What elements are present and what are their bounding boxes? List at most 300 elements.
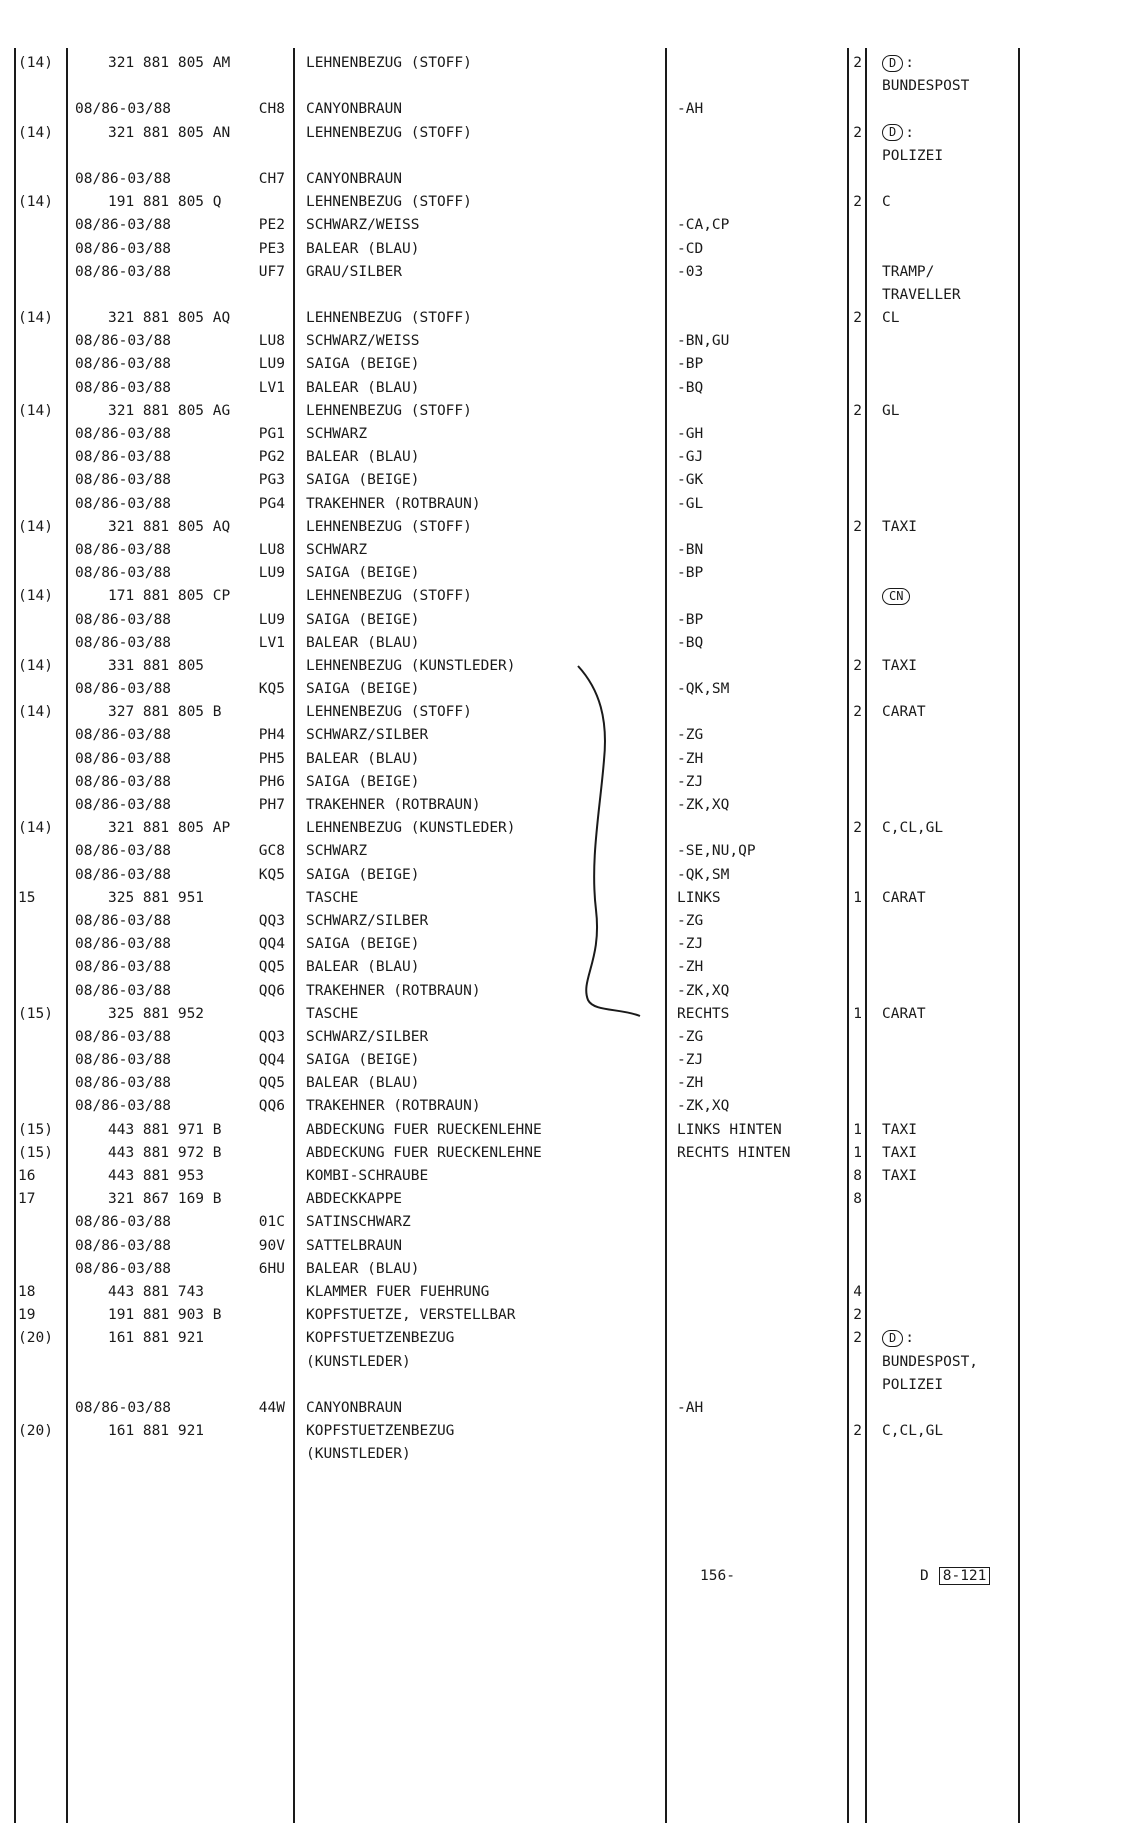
description-text: TASCHE: [306, 1005, 359, 1022]
position-number: [18, 1003, 68, 1026]
part-number-text: 08/86-03/88: [75, 217, 172, 234]
description-text: (KUNSTLEDER): [306, 1446, 411, 1463]
description-text: TRAKEHNER (ROTBRAUN): [306, 1098, 481, 1115]
remark: [677, 771, 837, 794]
remark-text: -ZH: [677, 750, 704, 767]
quantity: [840, 1327, 862, 1350]
part-number-text: 08/86-03/88: [75, 1075, 172, 1092]
remark: [677, 1142, 837, 1165]
description: [306, 1235, 666, 1258]
part-number: [75, 52, 275, 75]
color-code: [200, 956, 285, 979]
description: [306, 1072, 666, 1095]
country-badge: CN: [882, 588, 910, 605]
part-number-text: 08/86-03/88: [75, 1052, 172, 1069]
description-text: TRAKEHNER (ROTBRAUN): [306, 797, 481, 813]
position-number: [18, 516, 68, 539]
position-number-text: (15): [18, 1121, 53, 1138]
remark-text: -BP: [677, 565, 704, 582]
table-row: [0, 1188, 1123, 1211]
part-number-text: 08/86-03/88: [75, 773, 172, 790]
table-row: [0, 1374, 1123, 1397]
part-number: [75, 817, 275, 840]
part-number-text: 08/86-03/88: [75, 565, 172, 582]
remark-text: -AH: [677, 101, 704, 118]
description: [306, 168, 666, 191]
description: [306, 446, 666, 469]
part-number-text: 08/86-03/88: [75, 356, 172, 373]
color-code-text: QQ4: [258, 936, 285, 953]
description-text: TRAKEHNER (ROTBRAUN): [306, 982, 481, 999]
remark: [677, 1072, 837, 1095]
remark-text: RECHTS HINTEN: [677, 1144, 791, 1161]
part-number: [75, 701, 275, 724]
description-text: LEHNENBEZUG (KUNSTLEDER): [306, 820, 516, 837]
description-text: SAIGA (BEIGE): [306, 356, 420, 373]
quantity-text: 2: [853, 55, 862, 71]
color-code: [200, 1397, 285, 1420]
remark-text: -ZJ: [677, 773, 704, 790]
model-note: [882, 1374, 1032, 1397]
description-text: KOPFSTUETZE, VERSTELLBAR: [306, 1307, 516, 1324]
part-number-text: 321 881 805 AN: [108, 124, 231, 141]
table-row: [0, 400, 1123, 423]
quantity: [840, 1188, 862, 1211]
description-text: BALEAR (BLAU): [306, 449, 420, 466]
part-number: [75, 122, 275, 145]
country-badge: D: [882, 124, 903, 141]
part-number-text: 321 881 805 AP: [108, 820, 231, 837]
part-number: [75, 1304, 275, 1327]
table-row: [0, 75, 1123, 98]
table-row: [0, 539, 1123, 562]
color-code: [200, 377, 285, 400]
remark: [677, 724, 837, 747]
part-number: [75, 191, 275, 214]
part-number: [75, 1281, 275, 1304]
remark-text: -GH: [677, 426, 704, 442]
position-number-text: (15): [18, 1005, 53, 1022]
quantity-text: 2: [853, 704, 862, 721]
description-text: LEHNENBEZUG (STOFF): [306, 402, 472, 419]
description: [306, 539, 666, 562]
model-note-text: TAXI: [882, 1121, 917, 1138]
part-number-text: 321 881 805 AQ: [108, 310, 231, 327]
color-code: [200, 261, 285, 284]
color-code: [200, 1095, 285, 1118]
model-note-text: :: [905, 55, 914, 71]
color-code: [200, 910, 285, 933]
description: [306, 52, 666, 75]
model-note-text: TAXI: [882, 1144, 917, 1161]
quantity: [840, 191, 862, 214]
part-number-text: 191 881 805 Q: [108, 194, 222, 211]
remark: [677, 980, 837, 1003]
model-note: [882, 1420, 1032, 1443]
description-text: (KUNSTLEDER): [306, 1353, 411, 1370]
model-note: [882, 1003, 1032, 1026]
quantity-text: 2: [853, 310, 862, 327]
position-number-text: (14): [18, 55, 53, 71]
position-number: [18, 1281, 68, 1304]
remark: [677, 1003, 837, 1026]
description: [306, 1188, 666, 1211]
table-row: [0, 1211, 1123, 1234]
quantity: [840, 887, 862, 910]
description-text: SCHWARZ/WEISS: [306, 333, 420, 350]
model-note-text: CARAT: [882, 704, 926, 721]
description: [306, 238, 666, 261]
description: [306, 1049, 666, 1072]
position-number: [18, 191, 68, 214]
color-code-text: CH8: [258, 101, 285, 118]
remark-text: -ZG: [677, 727, 704, 744]
description-text: LEHNENBEZUG (STOFF): [306, 518, 472, 535]
part-number-text: 321 881 805 AG: [108, 402, 231, 419]
quantity: [840, 1420, 862, 1443]
remark: [677, 377, 837, 400]
sheet-reference: [920, 1568, 990, 1584]
remark: [677, 261, 837, 284]
color-code: [200, 353, 285, 376]
part-number-text: 08/86-03/88: [75, 1028, 172, 1045]
remark: [677, 794, 837, 817]
table-row: [0, 377, 1123, 400]
position-number-text: (14): [18, 518, 53, 535]
color-code-text: LU9: [258, 356, 285, 373]
model-note: [882, 191, 1032, 214]
description-text: LEHNENBEZUG (STOFF): [306, 588, 472, 605]
position-number-text: (20): [18, 1330, 53, 1347]
description-text: SAIGA (BEIGE): [306, 936, 420, 953]
remark-text: -BQ: [677, 379, 704, 396]
description-text: LEHNENBEZUG (KUNSTLEDER): [306, 657, 516, 674]
description: [306, 493, 666, 516]
position-number: [18, 655, 68, 678]
remark: [677, 678, 837, 701]
part-number-text: 08/86-03/88: [75, 1237, 172, 1254]
part-number-text: 08/86-03/88: [75, 449, 172, 466]
model-note-text: C,CL,GL: [882, 1423, 944, 1440]
table-row: [0, 516, 1123, 539]
position-number-text: (14): [18, 657, 53, 674]
description-text: SCHWARZ/SILBER: [306, 912, 429, 929]
remark-text: -AH: [677, 1399, 704, 1416]
color-code-text: LV1: [258, 379, 285, 396]
model-note-text: POLIZEI: [882, 147, 944, 164]
description-text: SAIGA (BEIGE): [306, 472, 420, 489]
sheet-number: 8-121: [939, 1567, 991, 1585]
remark-text: -BN: [677, 541, 704, 558]
model-note: [882, 52, 1032, 75]
color-code-text: LU9: [258, 611, 285, 628]
model-note-text: C: [882, 194, 891, 211]
part-number-text: 08/86-03/88: [75, 936, 172, 953]
remark: [677, 887, 837, 910]
remark: [677, 469, 837, 492]
part-number-text: 321 867 169 B: [108, 1191, 222, 1208]
color-code: [200, 1072, 285, 1095]
description: [306, 1165, 666, 1188]
color-code-text: KQ5: [258, 866, 285, 883]
model-note: [882, 307, 1032, 330]
part-number: [75, 516, 275, 539]
quantity-text: 2: [853, 1423, 862, 1440]
description-text: LEHNENBEZUG (STOFF): [306, 194, 472, 211]
description-text: SAIGA (BEIGE): [306, 681, 420, 698]
model-note-text: C,CL,GL: [882, 820, 944, 837]
color-code: [200, 539, 285, 562]
table-row: [0, 1304, 1123, 1327]
description-text: LEHNENBEZUG (STOFF): [306, 310, 472, 327]
model-note: [882, 585, 1032, 608]
table-row: [0, 307, 1123, 330]
quantity: [840, 1304, 862, 1327]
part-number-text: 161 881 921: [108, 1330, 205, 1347]
description: [306, 400, 666, 423]
description-text: BALEAR (BLAU): [306, 240, 420, 257]
position-number-text: 19: [18, 1307, 36, 1324]
description-text: SAIGA (BEIGE): [306, 773, 420, 790]
part-number-text: 08/86-03/88: [75, 170, 172, 187]
description: [306, 1281, 666, 1304]
table-row: [0, 1443, 1123, 1466]
model-note: [882, 1119, 1032, 1142]
table-row: [0, 52, 1123, 75]
remark-text: -GL: [677, 495, 704, 512]
remark-text: -ZJ: [677, 936, 704, 953]
color-code-text: LU8: [258, 541, 285, 558]
part-number-text: 08/86-03/88: [75, 1214, 172, 1231]
table-row: [0, 585, 1123, 608]
description: [306, 609, 666, 632]
remark: [677, 562, 837, 585]
description: [306, 516, 666, 539]
color-code: [200, 423, 285, 446]
quantity: [840, 1119, 862, 1142]
table-row: [0, 168, 1123, 191]
description-text: BALEAR (BLAU): [306, 1260, 420, 1277]
color-code: [200, 609, 285, 632]
quantity-text: 2: [853, 1330, 862, 1347]
description: [306, 1211, 666, 1234]
table-row: [0, 1420, 1123, 1443]
color-code-text: QQ4: [258, 1052, 285, 1069]
position-number-text: (14): [18, 402, 53, 419]
position-number-text: 16: [18, 1168, 36, 1184]
description-text: SCHWARZ/SILBER: [306, 727, 429, 744]
color-code: [200, 678, 285, 701]
description-text: SAIGA (BEIGE): [306, 866, 420, 883]
description-text: BALEAR (BLAU): [306, 750, 420, 767]
model-note: [882, 1165, 1032, 1188]
position-number-text: 17: [18, 1191, 36, 1208]
position-number-text: 18: [18, 1283, 36, 1300]
color-code: [200, 238, 285, 261]
description-text: KLAMMER FUER FUEHRUNG: [306, 1283, 490, 1300]
model-note: [882, 1351, 1032, 1374]
quantity-text: 1: [853, 1121, 862, 1138]
part-number-text: 443 881 971 B: [108, 1121, 222, 1138]
model-note: [882, 1142, 1032, 1165]
quantity-text: 1: [853, 889, 862, 906]
quantity: [840, 1003, 862, 1026]
part-number-text: 08/86-03/88: [75, 240, 172, 257]
position-number: [18, 122, 68, 145]
color-code-text: LU8: [258, 333, 285, 350]
color-code-text: PH7: [258, 797, 285, 813]
part-number-text: 443 881 953: [108, 1168, 205, 1184]
color-code: [200, 1258, 285, 1281]
position-number: [18, 1420, 68, 1443]
table-row: [0, 1327, 1123, 1350]
description: [306, 1304, 666, 1327]
part-number-text: 325 881 951: [108, 889, 205, 906]
handwritten-bracket-mark: [560, 660, 650, 1040]
position-number-text: (14): [18, 588, 53, 605]
position-number: [18, 1304, 68, 1327]
description-text: CANYONBRAUN: [306, 101, 403, 118]
table-row: [0, 1351, 1123, 1374]
quantity-text: 8: [853, 1191, 862, 1208]
color-code-text: CH7: [258, 170, 285, 187]
table-row: [0, 469, 1123, 492]
model-note: [882, 655, 1032, 678]
quantity: [840, 701, 862, 724]
table-row: [0, 1281, 1123, 1304]
description: [306, 353, 666, 376]
remark: [677, 864, 837, 887]
part-number-text: 08/86-03/88: [75, 495, 172, 512]
position-number-text: 15: [18, 889, 36, 906]
description: [306, 632, 666, 655]
part-number-text: 08/86-03/88: [75, 912, 172, 929]
remark-text: -ZK,XQ: [677, 1098, 730, 1115]
description-text: BALEAR (BLAU): [306, 379, 420, 396]
model-note-text: :: [905, 1330, 914, 1347]
color-code: [200, 724, 285, 747]
description: [306, 377, 666, 400]
model-note: [882, 516, 1032, 539]
description: [306, 1327, 666, 1350]
description-text: ABDECKKAPPE: [306, 1191, 403, 1208]
color-code-text: PE3: [258, 240, 285, 257]
description: [306, 1420, 666, 1443]
description: [306, 307, 666, 330]
position-number: [18, 52, 68, 75]
color-code-text: GC8: [258, 843, 285, 860]
position-number-text: (15): [18, 1144, 53, 1161]
position-number-text: (14): [18, 310, 53, 327]
color-code-text: PH5: [258, 750, 285, 767]
model-note-text: TRAVELLER: [882, 286, 961, 303]
remark-text: -CD: [677, 240, 704, 257]
position-number: [18, 307, 68, 330]
model-note-text: CL: [882, 310, 900, 327]
description: [306, 1142, 666, 1165]
table-row: [0, 1072, 1123, 1095]
color-code: [200, 214, 285, 237]
table-row: [0, 1165, 1123, 1188]
color-code: [200, 771, 285, 794]
quantity: [840, 516, 862, 539]
description-text: SCHWARZ/SILBER: [306, 1028, 429, 1045]
color-code: [200, 1235, 285, 1258]
model-note: [882, 400, 1032, 423]
position-number-text: (14): [18, 194, 53, 211]
part-number-text: 08/86-03/88: [75, 681, 172, 698]
description-text: CANYONBRAUN: [306, 1399, 403, 1416]
remark-text: RECHTS: [677, 1005, 730, 1022]
quantity: [840, 655, 862, 678]
remark: [677, 933, 837, 956]
model-note-text: :: [905, 124, 914, 141]
remark-text: -ZJ: [677, 1052, 704, 1069]
table-row: [0, 1049, 1123, 1072]
position-number: [18, 1142, 68, 1165]
quantity: [840, 1142, 862, 1165]
description-text: TASCHE: [306, 889, 359, 906]
table-row: [0, 1397, 1123, 1420]
part-number-text: 08/86-03/88: [75, 866, 172, 883]
quantity-text: 4: [853, 1283, 862, 1300]
description-text: SCHWARZ: [306, 843, 368, 860]
part-number: [75, 400, 275, 423]
quantity-text: 1: [853, 1144, 862, 1161]
description-text: ABDECKUNG FUER RUECKENLEHNE: [306, 1121, 542, 1138]
position-number: [18, 400, 68, 423]
remark-text: -CA,CP: [677, 217, 730, 234]
table-row: [0, 353, 1123, 376]
part-number-text: 08/86-03/88: [75, 101, 172, 118]
model-note: [882, 887, 1032, 910]
remark-text: -GK: [677, 472, 704, 489]
part-number-text: 325 881 952: [108, 1005, 205, 1022]
description-text: SATTELBRAUN: [306, 1237, 403, 1254]
color-code: [200, 980, 285, 1003]
part-number: [75, 585, 275, 608]
part-number-text: 327 881 805 B: [108, 704, 222, 721]
remark: [677, 1026, 837, 1049]
description-text: CANYONBRAUN: [306, 170, 403, 187]
color-code-text: 01C: [258, 1214, 285, 1231]
table-row: [0, 284, 1123, 307]
part-number: [75, 1003, 275, 1026]
description: [306, 1397, 666, 1420]
remark-text: -BQ: [677, 634, 704, 651]
remark-text: -QK,SM: [677, 866, 730, 883]
model-note: [882, 261, 1032, 284]
page-number: 156-: [700, 1568, 735, 1584]
description-text: SAIGA (BEIGE): [306, 565, 420, 582]
table-row: [0, 98, 1123, 121]
description: [306, 98, 666, 121]
description: [306, 122, 666, 145]
part-number-text: 171 881 805 CP: [108, 588, 231, 605]
description: [306, 1351, 666, 1374]
color-code-text: PE2: [258, 217, 285, 234]
color-code-text: 44W: [258, 1399, 285, 1416]
quantity-text: 8: [853, 1168, 862, 1184]
part-number: [75, 1119, 275, 1142]
country-badge: D: [882, 55, 903, 72]
color-code-text: KQ5: [258, 681, 285, 698]
model-note-text: TAXI: [882, 1168, 917, 1184]
part-number-text: 08/86-03/88: [75, 634, 172, 651]
description: [306, 1119, 666, 1142]
model-note: [882, 817, 1032, 840]
color-code: [200, 168, 285, 191]
